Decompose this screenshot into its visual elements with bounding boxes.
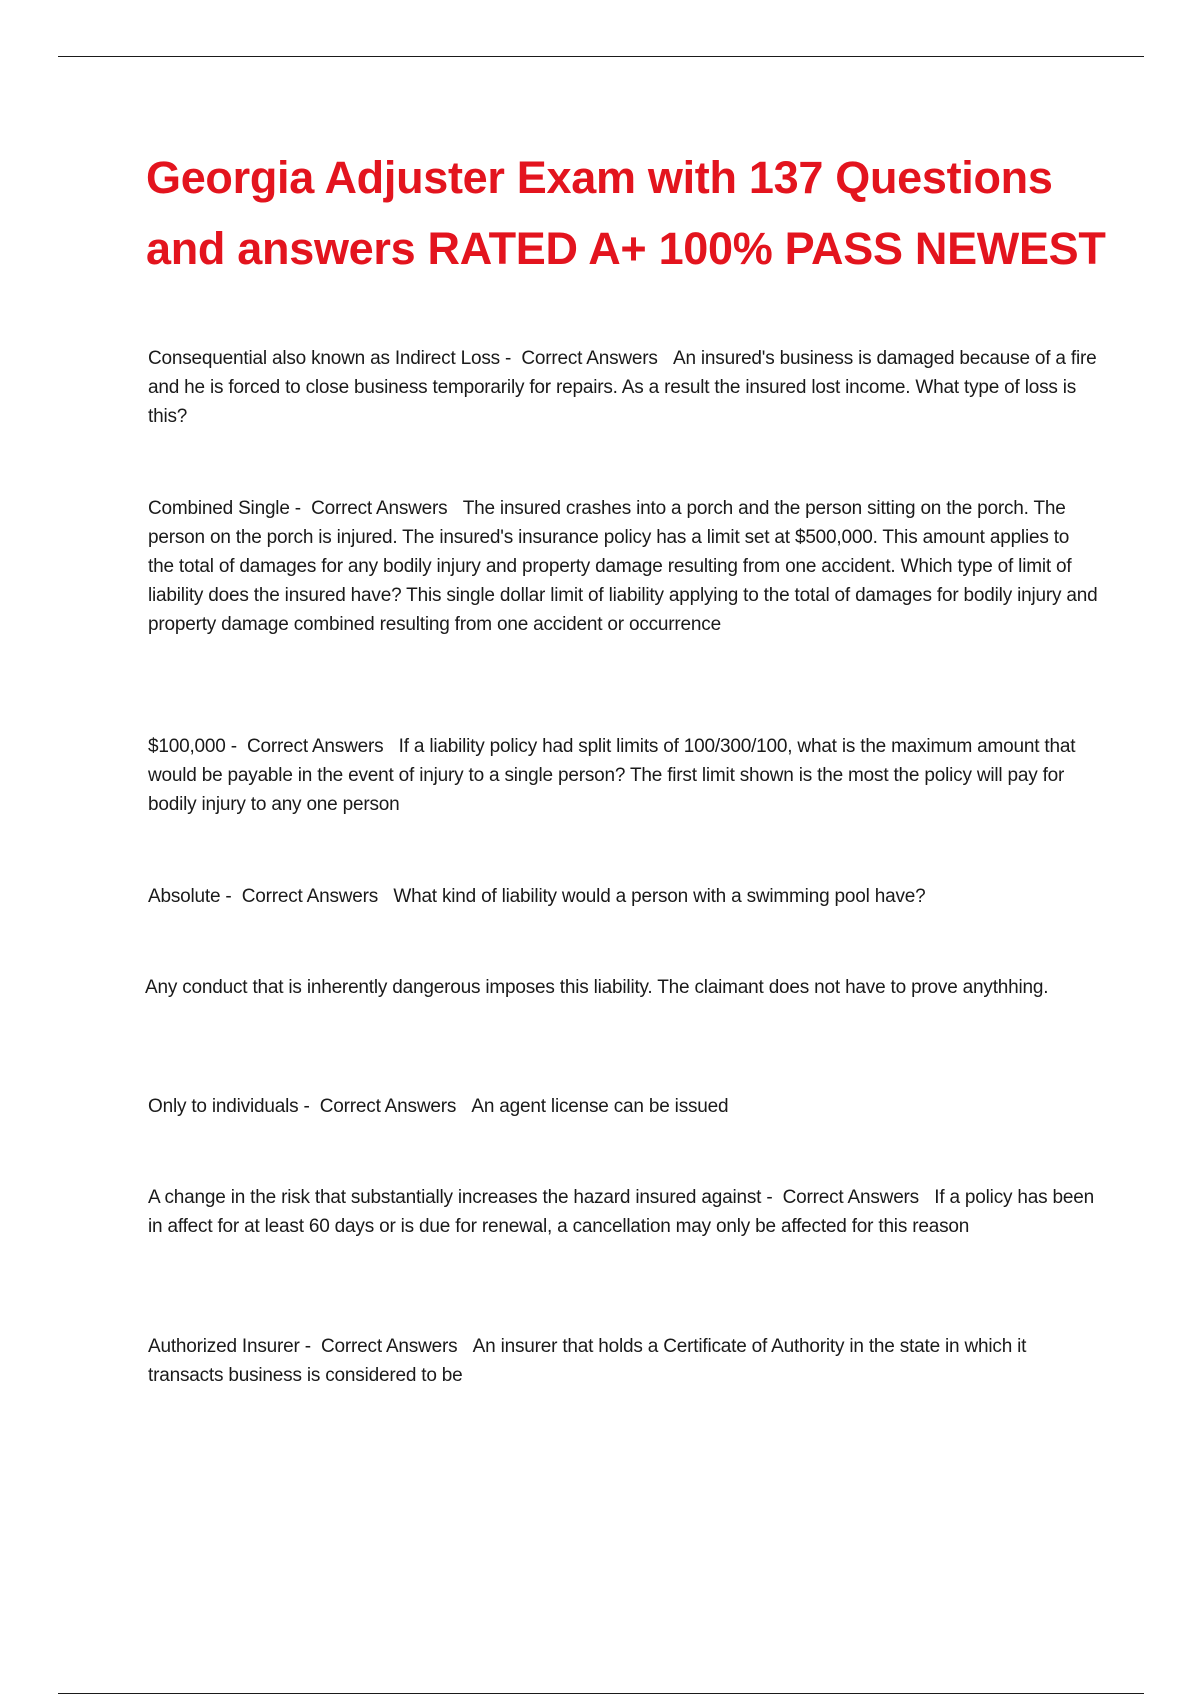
question-text: What kind of liability would a person with a swimming pool have? xyxy=(393,886,926,907)
separator: - xyxy=(289,498,312,519)
top-rule xyxy=(58,56,1144,57)
title-line-2: and answers RATED A+ 100% PASS NEWEST xyxy=(146,223,1106,274)
question-text: If a liability policy had split limits of 100/300/100, what is the maximum amount that would be payable in the event of injury to a single person? The first limit shown is the most the policy will pay for bodily injury to any one person xyxy=(148,736,1076,815)
correct-answers-label: Correct Answers xyxy=(521,348,658,369)
answer-text: Consequential also known as Indirect Loss xyxy=(148,348,500,369)
qa-item xyxy=(148,344,1098,431)
correct-answers-label: Correct Answers xyxy=(241,886,379,907)
document-title xyxy=(146,142,1106,284)
correct-answers-label: Correct Answers xyxy=(311,498,448,519)
question-text: If a policy has been in affect for at least 60 days or is due for renewal, a cancellation may only be affected for this reason xyxy=(148,1187,1094,1237)
bottom-rule xyxy=(58,1693,1144,1694)
answer-text: Only to individuals xyxy=(148,1096,299,1117)
question-text: The insured crashes into a porch and the person sitting on the porch. The person on the porch is injured. The insured's insurance policy has a limit set at $500,000. This amount applies to the total of damages for any bodily injury and property damage resulting from one accident. Which type of limit of liability does the insured have? This single dollar limit of liability applying to the total of damages for bodily injury and property damage combined resulting from one accident or occurrence xyxy=(148,498,1098,635)
qa-item xyxy=(148,732,1098,819)
correct-answers-label: Correct Answers xyxy=(319,1096,457,1117)
correct-answers-label: Correct Answers xyxy=(782,1187,919,1208)
title-line-1: Georgia Adjuster Exam with 137 Questions xyxy=(146,152,1053,203)
answer-text: Absolute xyxy=(148,886,221,907)
qa-item xyxy=(148,1092,1098,1121)
correct-answers-label: Correct Answers xyxy=(247,736,384,757)
qa-item xyxy=(148,494,1098,639)
separator: - xyxy=(299,1336,322,1357)
qa-item xyxy=(148,1183,1098,1241)
separator: - xyxy=(761,1187,783,1208)
separator: - xyxy=(499,348,522,369)
answer-text: Authorized Insurer xyxy=(148,1336,300,1357)
qa-continuation xyxy=(145,973,1095,1002)
separator: - xyxy=(298,1096,320,1117)
continuation-text: Any conduct that is inherently dangerous imposes this liability. The claimant does not have to prove anythhing. xyxy=(145,977,1049,998)
question-text: An agent license can be issued xyxy=(471,1096,729,1117)
qa-item xyxy=(148,1332,1098,1390)
question-text: An insurer that holds a Certificate of Authority in the state in which it transacts business is considered to be xyxy=(148,1336,1027,1386)
answer-text: $100,000 xyxy=(148,736,226,757)
separator: - xyxy=(220,886,242,907)
correct-answers-label: Correct Answers xyxy=(321,1336,458,1357)
separator: - xyxy=(225,736,248,757)
question-text: An insured's business is damaged because of a fire and he is forced to close business temporarily for repairs. As a result the insured lost income. What type of loss is this? xyxy=(148,348,1097,427)
answer-text: A change in the risk that substantially increases the hazard insured against xyxy=(148,1187,762,1208)
answer-text: Combined Single xyxy=(148,498,290,519)
qa-item xyxy=(148,882,1098,911)
